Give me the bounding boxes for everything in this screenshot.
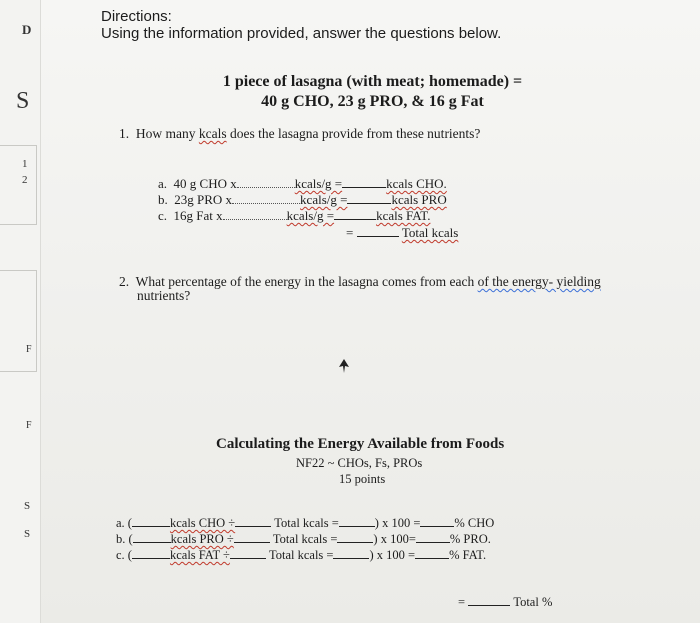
calc-row-a-kcal-blank[interactable] — [132, 514, 170, 527]
q1-row-c-letter: c. — [158, 208, 168, 223]
calc-row-c-kcal-blank[interactable] — [132, 546, 170, 559]
calc-row-c-nutrient: kcals FAT ÷ — [169, 548, 230, 562]
question-1 — [119, 126, 480, 142]
calc-row-b-total: Total kcals = — [272, 532, 338, 546]
calc-row-b-percent-blank[interactable] — [416, 530, 450, 543]
calc-row-a-divisor-blank[interactable] — [235, 514, 271, 527]
lasagna-title-line2: 40 g CHO, 23 g PRO, & 16 g Fat — [261, 93, 484, 110]
calc-row-b — [116, 530, 491, 547]
q1-row-b-kcals-g: kcals/g = — [300, 192, 348, 207]
calc-row-b-kcal-blank[interactable] — [133, 530, 171, 543]
margin-letter-d: D — [22, 22, 32, 37]
calc-row-a-total: Total kcals = — [274, 516, 339, 530]
calc-row-c — [116, 546, 486, 563]
q1-row-b-result: kcals PRO — [391, 192, 447, 207]
calc-row-c-divisor-blank[interactable] — [230, 546, 266, 559]
margin-num-1: 1 — [22, 158, 28, 170]
margin-letter-f1: F — [26, 344, 32, 355]
margin-box-1 — [0, 145, 37, 225]
q1-row-c — [158, 207, 430, 224]
question-2-text: What percentage of the energy in the lasagna comes from each — [135, 274, 478, 289]
cursor-icon — [338, 359, 350, 373]
q1-row-c-answer-blank[interactable] — [334, 207, 376, 220]
calc-row-a — [116, 514, 494, 531]
margin-letter-f2: F — [26, 420, 32, 431]
calc-row-b-divisor-blank[interactable] — [234, 530, 270, 543]
q1-row-b-label: 23g PRO x — [174, 192, 233, 207]
margin-box-2 — [0, 270, 37, 372]
calc-row-c-times: ) x 100 = — [369, 548, 416, 562]
q1-total-label: Total kcals — [401, 225, 459, 240]
calc-total-blank[interactable] — [468, 593, 510, 606]
calc-row-b-letter: b. ( — [116, 532, 133, 546]
calc-total-equals: = — [458, 595, 466, 609]
calc-points: 15 points — [339, 472, 386, 486]
calc-row-a-result: % CHO — [454, 516, 495, 530]
q1-row-b — [158, 191, 447, 208]
calc-row-a-nutrient: kcals CHO ÷ — [169, 516, 236, 530]
calc-row-a-total-blank[interactable] — [339, 514, 375, 527]
calc-row-a-percent-blank[interactable] — [420, 514, 454, 527]
calc-row-c-result: % FAT. — [449, 548, 487, 562]
q1-total-row — [346, 224, 458, 241]
q1-row-b-answer-blank[interactable] — [347, 191, 391, 204]
question-2-underlined-text: of the energy- yielding — [477, 274, 601, 289]
question-1-number: 1. — [119, 126, 130, 141]
q1-total-equals: = — [346, 225, 354, 240]
calc-row-b-result: % PRO. — [449, 532, 491, 546]
q1-row-a — [158, 175, 447, 192]
calc-total-label: Total % — [513, 595, 553, 609]
q1-row-b-letter: b. — [158, 192, 168, 207]
calc-row-b-times: ) x 100= — [373, 532, 416, 546]
calc-row-c-total-blank[interactable] — [333, 546, 369, 559]
question-2-line1 — [119, 274, 601, 290]
question-1-text-before: How many — [135, 126, 199, 141]
q1-row-a-kcals-g: kcals/g = — [294, 176, 343, 191]
q1-row-c-kcals-g: kcals/g = — [286, 208, 335, 223]
q1-row-a-answer-blank[interactable] — [342, 175, 386, 188]
calc-row-a-letter: a. ( — [116, 516, 132, 530]
margin-letter-s: S — [16, 88, 30, 114]
calc-row-a-times: ) x 100 = — [374, 516, 421, 530]
q1-row-a-label: 40 g CHO x — [173, 176, 237, 191]
q1-total-blank[interactable] — [357, 224, 399, 237]
q1-row-a-letter: a. — [158, 176, 168, 191]
calc-row-b-nutrient: kcals PRO ÷ — [170, 532, 234, 546]
calc-subtitle: NF22 ~ CHOs, Fs, PROs — [296, 456, 423, 470]
q1-row-c-factor-blank[interactable] — [223, 207, 287, 220]
calc-total-row — [458, 593, 552, 610]
question-1-kcals-word: kcals — [198, 126, 227, 141]
calc-row-c-percent-blank[interactable] — [415, 546, 449, 559]
directions-heading: Directions: — [101, 8, 172, 25]
margin-letter-s2: S — [24, 500, 31, 512]
question-2-line2: nutrients? — [137, 288, 191, 303]
directions-text: Using the information provided, answer the questions below. — [101, 25, 502, 42]
calc-row-b-total-blank[interactable] — [337, 530, 373, 543]
q1-row-a-factor-blank[interactable] — [237, 175, 295, 188]
calc-row-c-total: Total kcals = — [268, 548, 334, 562]
question-2-number: 2. — [119, 274, 130, 289]
calc-row-c-letter: c. ( — [116, 548, 132, 562]
left-margin-strip — [0, 0, 41, 623]
margin-num-2: 2 — [22, 174, 28, 186]
q1-row-c-result: kcals FAT. — [376, 208, 431, 223]
margin-letter-s3: S — [24, 528, 31, 540]
lasagna-title-line1: 1 piece of lasagna (with meat; homemade) = — [222, 73, 523, 90]
q1-row-b-factor-blank[interactable] — [232, 191, 300, 204]
question-1-text-after: does the lasagna provide from these nutrients? — [226, 126, 481, 141]
q1-row-a-result: kcals CHO. — [386, 176, 447, 191]
calc-title: Calculating the Energy Available from Foods — [216, 436, 505, 452]
q1-row-c-label: 16g Fat x — [173, 208, 223, 223]
